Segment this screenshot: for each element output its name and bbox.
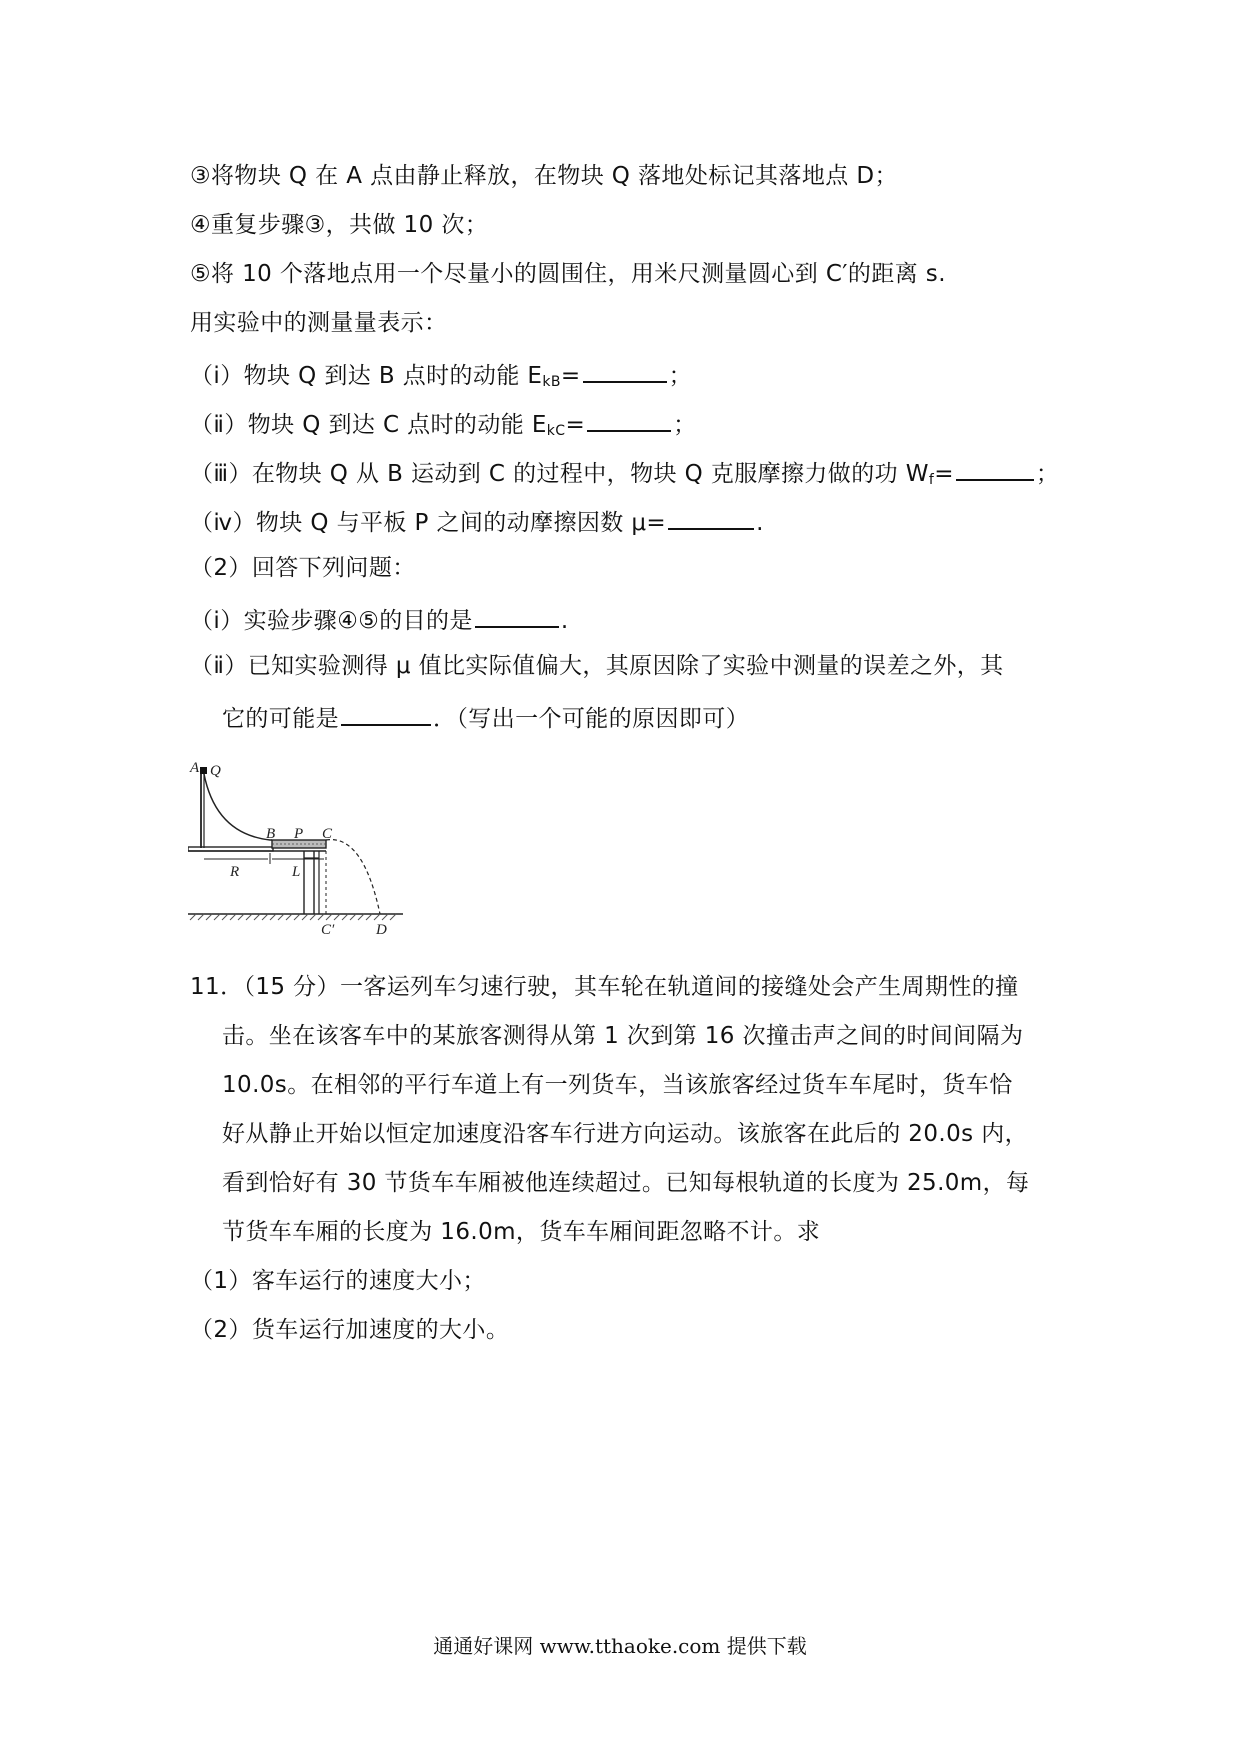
answer-blank[interactable] xyxy=(583,357,667,383)
q2-i-prefix: （ⅰ）实验步骤④⑤的目的是 xyxy=(190,608,473,634)
problem-11-line-2: 击。坐在该客车中的某旅客测得从第 1 次到第 16 次撞击声之间的时间间隔为 xyxy=(222,1023,1024,1049)
label-b: B xyxy=(266,826,276,842)
step-4: ④重复步骤③，共做 10 次； xyxy=(190,212,489,238)
problem-11-line-4: 好从静止开始以恒定加速度沿客车行进方向运动。该旅客在此后的 20.0s 内， xyxy=(222,1121,1029,1147)
label-q: Q xyxy=(210,763,221,779)
problem-11-line-6: 节货车车厢的长度为 16.0m，货车车厢间距忽略不计。求 xyxy=(222,1219,821,1245)
question-2-heading: （2）回答下列问题： xyxy=(190,555,416,581)
label-a: A xyxy=(190,760,200,776)
q1-iii-equals: = xyxy=(934,461,954,487)
block-q xyxy=(200,767,207,774)
problem-11-line-5: 看到恰好有 30 节货车车厢被他连续超过。已知每根轨道的长度为 25.0m，每 xyxy=(222,1170,1030,1196)
label-c: C xyxy=(322,826,333,842)
q2-ii-prefix: 它的可能是 xyxy=(222,706,339,732)
problem-11-line-3: 10.0s。在相邻的平行车道上有一列货车，当该旅客经过货车车尾时，货车恰 xyxy=(222,1072,1013,1098)
q1-i-equals: = xyxy=(560,363,581,389)
q1-iii-subscript: f xyxy=(928,472,935,488)
q1-ii-end: ； xyxy=(673,412,697,438)
q1-i-end: ； xyxy=(668,363,692,389)
q1-iii-end: ； xyxy=(1035,461,1060,487)
q1-iv-end: . xyxy=(756,510,764,536)
intro-text: 用实验中的测量量表示： xyxy=(190,310,448,336)
problem-11-sub-1: （1）客车运行的速度大小； xyxy=(190,1268,486,1294)
step-3: ③将物块 Q 在 A 点由静止释放，在物块 Q 落地处标记其落地点 D； xyxy=(190,163,898,189)
question-2-ii-line1: （ⅱ）已知实验测得 μ 值比实际值偏大，其原因除了实验中测量的误差之外，其 xyxy=(190,653,1004,679)
label-c-prime: C′ xyxy=(321,922,335,938)
q1-ii-subscript: kC xyxy=(546,423,566,439)
trajectory xyxy=(326,840,380,914)
question-2-i xyxy=(190,602,569,636)
answer-blank[interactable] xyxy=(475,602,559,628)
q1-i-prefix: （ⅰ）物块 Q 到达 B 点时的动能 E xyxy=(190,363,543,389)
experiment-figure xyxy=(188,752,448,952)
q1-iii-prefix: （ⅲ）在物块 Q 从 B 运动到 C 的过程中，物块 Q 克服摩擦力做的功 W xyxy=(190,461,929,487)
label-r: R xyxy=(230,864,240,880)
q1-iv-prefix: （ⅳ）物块 Q 与平板 P 之间的动摩擦因数 μ= xyxy=(190,510,667,536)
q1-ii-equals: = xyxy=(565,412,586,438)
curved-ramp xyxy=(204,774,272,840)
label-d: D xyxy=(376,922,387,938)
q1-i-subscript: kB xyxy=(542,374,561,390)
question-2-ii-line2 xyxy=(222,700,749,734)
q1-ii-prefix: （ⅱ）物块 Q 到达 C 点时的动能 E xyxy=(190,412,547,438)
question-1-iv xyxy=(190,504,764,538)
q2-ii-end: ．（写出一个可能的原因即可） xyxy=(433,706,750,732)
question-1-ii xyxy=(190,406,697,446)
problem-11-sub-2: （2）货车运行加速度的大小。 xyxy=(190,1317,510,1343)
step-5: ⑤将 10 个落地点用一个尽量小的圆围住，用米尺测量圆心到 C′的距离 s. xyxy=(190,261,946,287)
question-1-i xyxy=(190,357,692,397)
answer-blank[interactable] xyxy=(668,504,754,530)
answer-blank[interactable] xyxy=(341,700,431,726)
q2-i-end: . xyxy=(560,608,569,634)
label-l: L xyxy=(292,864,301,880)
answer-blank[interactable] xyxy=(956,455,1034,481)
answer-blank[interactable] xyxy=(587,406,671,432)
question-1-iii xyxy=(190,455,1059,495)
ground-hatching xyxy=(190,914,396,920)
label-p: P xyxy=(294,826,304,842)
footer-credit: 通通好课网 www.tthaoke.com 提供下载 xyxy=(433,1634,807,1658)
problem-11-line-1: 11．（15 分）一客运列车匀速行驶，其车轮在轨道间的接缝处会产生周期性的撞 xyxy=(190,974,1019,1000)
